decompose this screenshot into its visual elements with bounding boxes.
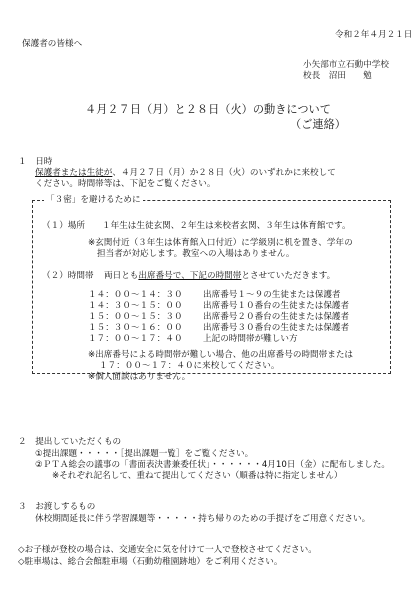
time-note-2: １７：００〜１７：４０に来校してください。 (99, 361, 280, 371)
section-3-heading: ３ お渡しするもの (18, 502, 96, 512)
section-1-line2: ください。時間帯等は、下記をご覧ください。 (35, 179, 216, 189)
place-label: （１）場所 (42, 221, 85, 231)
place-note-2: 担当者が対応します。教室への入場はありません。 (97, 249, 295, 259)
school-name: 小矢部市立石動中学校 (303, 60, 389, 70)
schedule-time: １４：００〜１４：３０ (88, 290, 183, 300)
time-underlined: 出席番号で、下記の時間帯 (138, 271, 242, 281)
box-label: 「３密」を避けるために (46, 195, 141, 205)
schedule-desc: 出席番号１〜９の生徒または保護者 (203, 290, 341, 300)
schedule-desc: 出席番号３０番台の生徒または保護者 (203, 323, 350, 333)
document-date: 令和２年４月２１日 (335, 30, 413, 40)
time-note-1: ※出席番号による時間帯が難しい場合、他の出席番号の時間帯または (88, 350, 354, 360)
time-text: 両日とも出席番号で、下記の時間帯とさせていただきます。 (104, 271, 336, 281)
document-subtitle: （ご連絡） (290, 118, 346, 131)
footer-note-1: ◇お子様が登校の場合は、交通安全に気を付けて一人で登校させてください。 (18, 545, 317, 555)
schedule-desc: 上記の時間帯が難しい方 (203, 334, 298, 344)
section-1-heading: １ 日時 (18, 157, 53, 167)
section-1-underlined: 保護者または生徒が (35, 168, 113, 178)
place-text: １年生は生徒玄関、２年生は来校者玄関、３年生は体育館です。 (102, 221, 351, 231)
section-1-line1 (35, 168, 336, 179)
schedule-desc: 出席番号２０番台の生徒または保護者 (203, 312, 350, 322)
footer-note-2: ◇駐車場は、総合会館駐車場（石動幼稚園跡地）をご利用ください。 (18, 557, 283, 567)
section-2-heading: ２ 提出していただくもの (18, 437, 122, 447)
schedule-time: １７：００〜１７：４０ (88, 334, 183, 344)
time-label: （２）時間帯 (42, 271, 94, 281)
section-2-note: ※それぞれ記名して、重ねて提出してください（順番は特に指定しません） (52, 471, 343, 481)
recipient-line: 保護者の皆様へ (22, 39, 83, 49)
schedule-time: １４：３０〜１５：００ (88, 301, 183, 311)
section-3-text: 休校期間延長に伴う学習課題等・・・・・持ち帰りのための手提げをご用意ください。 (35, 514, 371, 524)
place-note-1: ※玄関付近（３年生は体育館入口付近）に学級別に机を置き、学年の (88, 238, 353, 248)
section-1-rest: 、４月２７日（月）か２８日（火）のいずれかに来校して (112, 168, 336, 178)
section-2-item2: ②ＰＴＡ総会の議事の「書面表決書兼委任状」・・・・・・4月10日（金）に配布しました。 (35, 460, 390, 470)
document-title: ４月２７日（月）と２８日（火）の動きについて (85, 103, 331, 116)
schedule-time: １５：００〜１５：３０ (88, 312, 183, 322)
schedule-desc: 出席番号１０番台の生徒または保護者 (203, 301, 350, 311)
time-note-3: ※個人面談はありません。 (88, 372, 191, 382)
section-2-item1: ①提出課題・・・・・［提出課題一覧］をご覧ください。 (35, 449, 254, 459)
schedule-time: １５：３０〜１６：００ (88, 323, 183, 333)
principal-name: 校長 沼田 勉 (303, 71, 372, 81)
